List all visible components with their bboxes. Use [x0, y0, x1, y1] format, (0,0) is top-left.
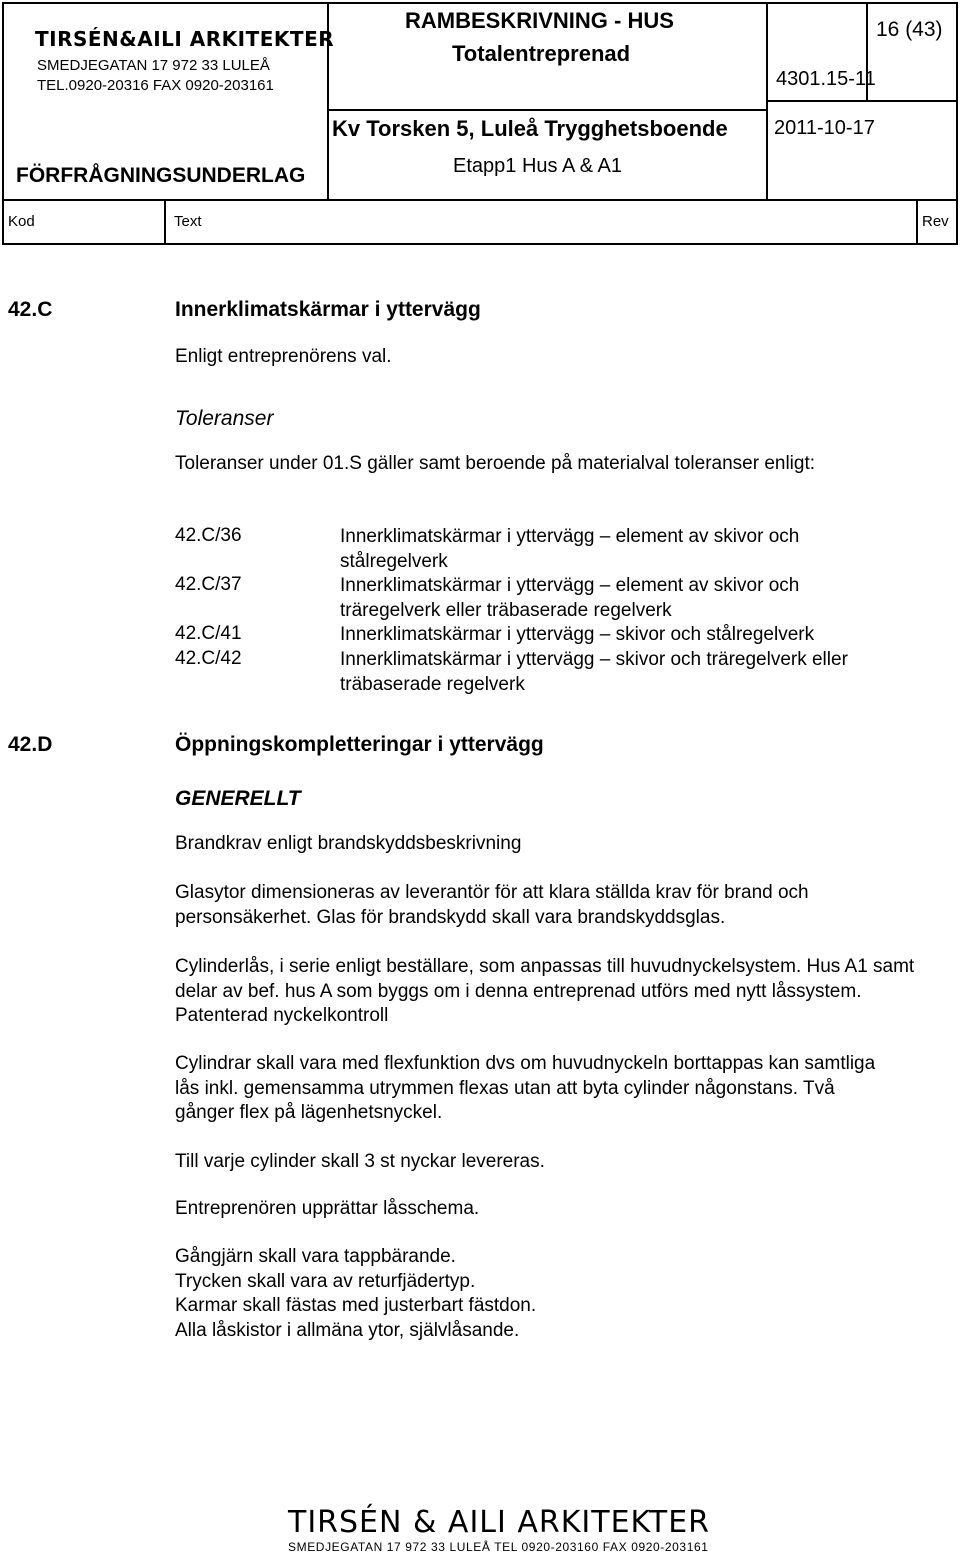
- paragraph: Glasytor dimensioneras av leverantör för att klara ställda krav för brand och personsäkerhet. Glas för brandskydd skall vara brandskyddsglas.: [175, 882, 809, 928]
- project-name: Kv Torsken 5, Luleå Trygghetsboende: [332, 116, 728, 141]
- doc-title: RAMBESKRIVNING - HUS: [405, 8, 674, 33]
- company-phone: TEL.0920-20316 FAX 0920-203161: [37, 77, 274, 94]
- list-item-code: 42.C/41: [175, 623, 242, 644]
- doc-date: 2011-10-17: [774, 117, 875, 139]
- section-title: Innerklimatskärmar i yttervägg: [175, 298, 481, 321]
- paragraph: Entreprenören upprättar låsschema.: [175, 1198, 480, 1219]
- paragraph: Till varje cylinder skall 3 st nyckar levereras.: [175, 1151, 545, 1172]
- doc-subtitle: Totalentreprenad: [452, 41, 631, 66]
- section-title: Öppningskompletteringar i yttervägg: [175, 733, 544, 756]
- project-part: Etapp1 Hus A & A1: [453, 155, 623, 177]
- section-code: 42.D: [8, 733, 53, 756]
- list-item-text: Innerklimatskärmar i yttervägg – element av skivor och träregelverk eller träbaserade regelverk: [340, 575, 800, 621]
- header-border-bottom: [2, 243, 958, 245]
- col-divider-kod-text: [164, 200, 166, 244]
- list-item-text: Innerklimatskärmar i yttervägg – element av skivor och stålregelverk: [340, 526, 800, 572]
- column-header-text: Text: [174, 213, 202, 230]
- header-row-divider-mid: [327, 109, 767, 111]
- stage-label: FÖRFRÅGNINGSUNDERLAG: [16, 164, 306, 187]
- section-intro: Enligt entreprenörens val.: [175, 346, 392, 367]
- project-number: 4301.15-11: [776, 68, 876, 90]
- col-divider-text-rev: [916, 200, 918, 244]
- column-header-kod: Kod: [8, 213, 35, 230]
- column-header-rev: Rev: [922, 213, 949, 230]
- footer-company-address: SMEDJEGATAN 17 972 33 LULEÅ TEL 0920-203160 FAX 0920-203161: [288, 1540, 709, 1554]
- paragraph: Cylindrar skall vara med flexfunktion dvs om huvudnyckeln borttappas kan samtliga lås inkl. gemensamma utrymmen flexas utan att byta cylinder någonstans. Två gånger flex på lägenhetsnyckel.: [175, 1053, 876, 1123]
- header-border-left: [2, 2, 4, 245]
- subheading-toleranser: Toleranser: [175, 407, 274, 430]
- header-border-right: [956, 2, 958, 245]
- company-address: SMEDJEGATAN 17 972 33 LULEÅ: [37, 57, 270, 74]
- paragraph: Brandkrav enligt brandskyddsbeskrivning: [175, 833, 522, 854]
- subheading-generellt: GENERELLT: [175, 787, 301, 810]
- tolerance-text: Toleranser under 01.S gäller samt beroende på materialval toleranser enligt:: [175, 453, 816, 474]
- company-name: TIRSÉN&AILI ARKITEKTER: [35, 27, 335, 51]
- list-item-text: Innerklimatskärmar i yttervägg – skivor och träregelverk eller träbaserade regelverk: [340, 649, 848, 695]
- header-divider: [2, 199, 958, 201]
- paragraph: Cylinderlås, i serie enligt beställare, som anpassas till huvudnyckelsystem. Hus A1 samt delar av bef. hus A som byggs om i denna entreprenad utförs med nytt låssystem. Patenterad nyckelkontroll: [175, 956, 915, 1026]
- list-item-code: 42.C/37: [175, 574, 242, 595]
- list-item-code: 42.C/42: [175, 648, 242, 669]
- section-code: 42.C: [8, 298, 53, 321]
- list-item-code: 42.C/36: [175, 525, 242, 546]
- header-row-divider-right: [766, 100, 958, 102]
- list-item-text: Innerklimatskärmar i yttervägg – skivor och stålregelverk: [340, 624, 815, 645]
- header-border-top: [2, 2, 958, 4]
- footer-company-name: TIRSÉN & AILI ARKITEKTER: [288, 1505, 711, 1540]
- page-number: 16 (43): [876, 18, 943, 41]
- paragraph: Gångjärn skall vara tappbärande. Trycken skall vara av returfjädertyp. Karmar skall fästas med justerbart fästdon. Alla låskistor i allmäna ytor, självlåsande.: [175, 1246, 537, 1341]
